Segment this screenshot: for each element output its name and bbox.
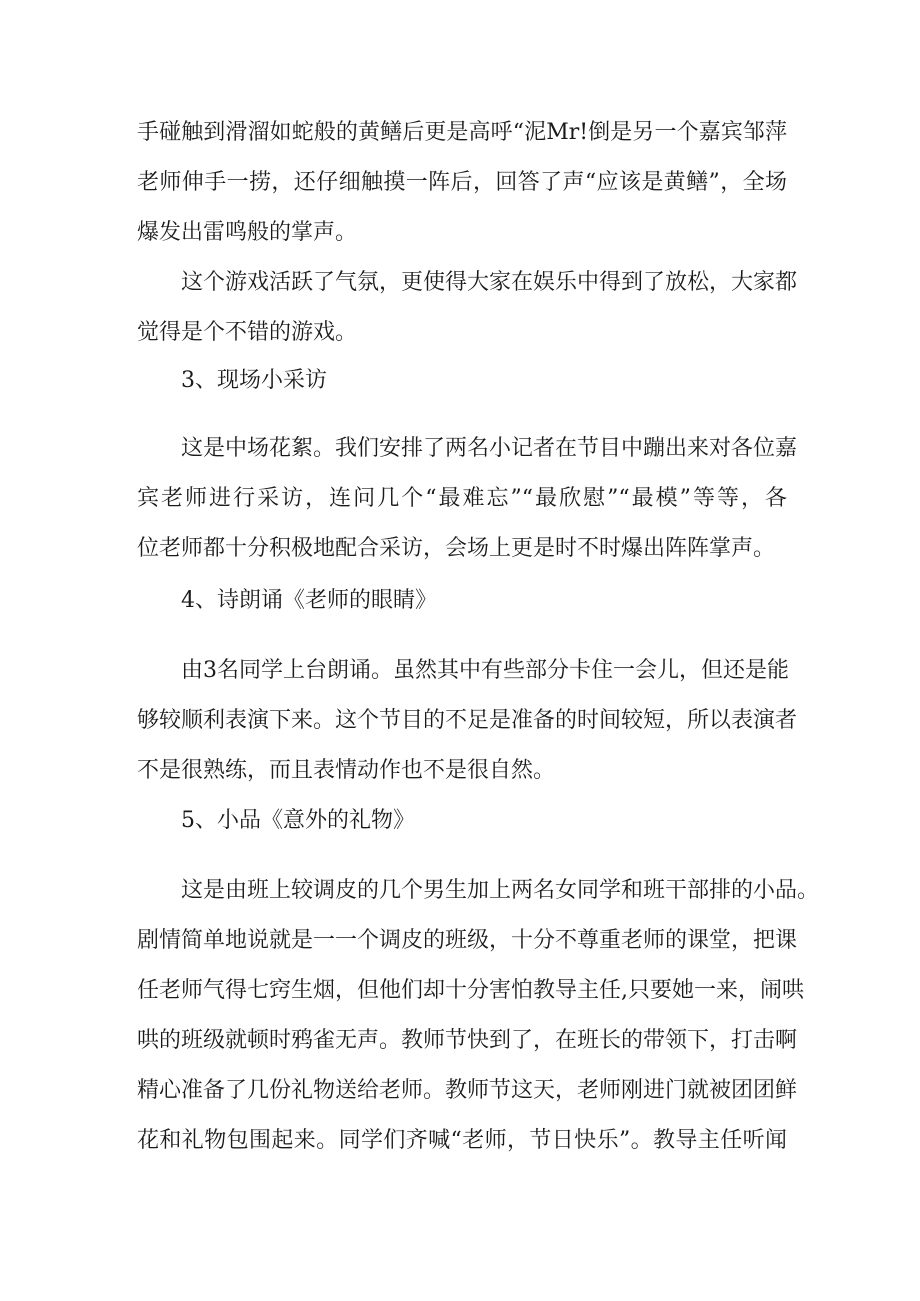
paragraph-line: 宾老师进行采访，连问几个“最难忘”“最欣慰”“最模”等等，各 — [137, 486, 787, 511]
paragraph-2 — [137, 258, 798, 358]
section-heading-4 — [137, 576, 787, 626]
paragraph-line: 哄的班级就顿时鸦雀无声。教师节快到了，在班长的带领下，打击啊 — [137, 1028, 798, 1053]
paragraph-line: 够较顺利表演下来。这个节目的不足是准备的时间较短，所以表演者 — [137, 708, 798, 733]
section-heading: 4、诗朗诵《老师的眼睛》 — [181, 588, 437, 613]
section-heading-5 — [137, 796, 787, 846]
paragraph-line: 觉得是个不错的游戏。 — [137, 320, 358, 345]
paragraph-1 — [137, 108, 787, 258]
paragraph-3 — [137, 424, 798, 574]
paragraph-line: 不是很熟练，而且表情动作也不是很自然。 — [137, 758, 556, 783]
paragraph-line: 位老师都十分积极地配合采访，会场上更是时不时爆出阵阵掌声。 — [137, 536, 776, 561]
section-heading-3 — [137, 356, 787, 406]
paragraph-line: 精心准备了几份礼物送给老师。教师节这天，老师刚进门就被团团鲜 — [137, 1078, 798, 1103]
paragraph-line: 由3名同学上台朗诵。虽然其中有些部分卡住一会儿，但还是能 — [181, 658, 789, 683]
section-heading: 5、小品《意外的礼物》 — [181, 808, 415, 833]
paragraph-line: 爆发出雷鸣般的掌声。 — [137, 220, 358, 245]
section-heading: 3、现场小采访 — [181, 368, 327, 393]
paragraph-line: 这是中场花絮。我们安排了两名小记者在节目中蹦出来对各位嘉 — [181, 436, 798, 461]
paragraph-line: 花和礼物包围起来。同学们齐喊“老师，节日快乐”。教导主任听闻 — [137, 1128, 787, 1153]
paragraph-line: 老师伸手一捞，还仔细触摸一阵后，回答了声“应该是黄鳝”，全场 — [137, 170, 787, 195]
paragraph-line: 任老师气得七窍生烟，但他们却十分害怕教导主任,只要她一来，闹哄 — [137, 978, 804, 1003]
paragraph-line: 剧情简单地说就是一一个调皮的班级，十分不尊重老师的课堂，把课 — [137, 928, 798, 953]
paragraph-line: 这个游戏活跃了气氛，更使得大家在娱乐中得到了放松，大家都 — [181, 270, 798, 295]
paragraph-4 — [137, 646, 798, 796]
paragraph-line: 这是由班上较调皮的几个男生加上两名女同学和班干部排的小品。 — [181, 878, 820, 903]
paragraph-line: 手碰触到滑溜如蛇般的黄鳝后更是高呼“泥Mr!倒是另一个嘉宾邹萍 — [137, 120, 787, 145]
paragraph-5 — [137, 866, 820, 1166]
